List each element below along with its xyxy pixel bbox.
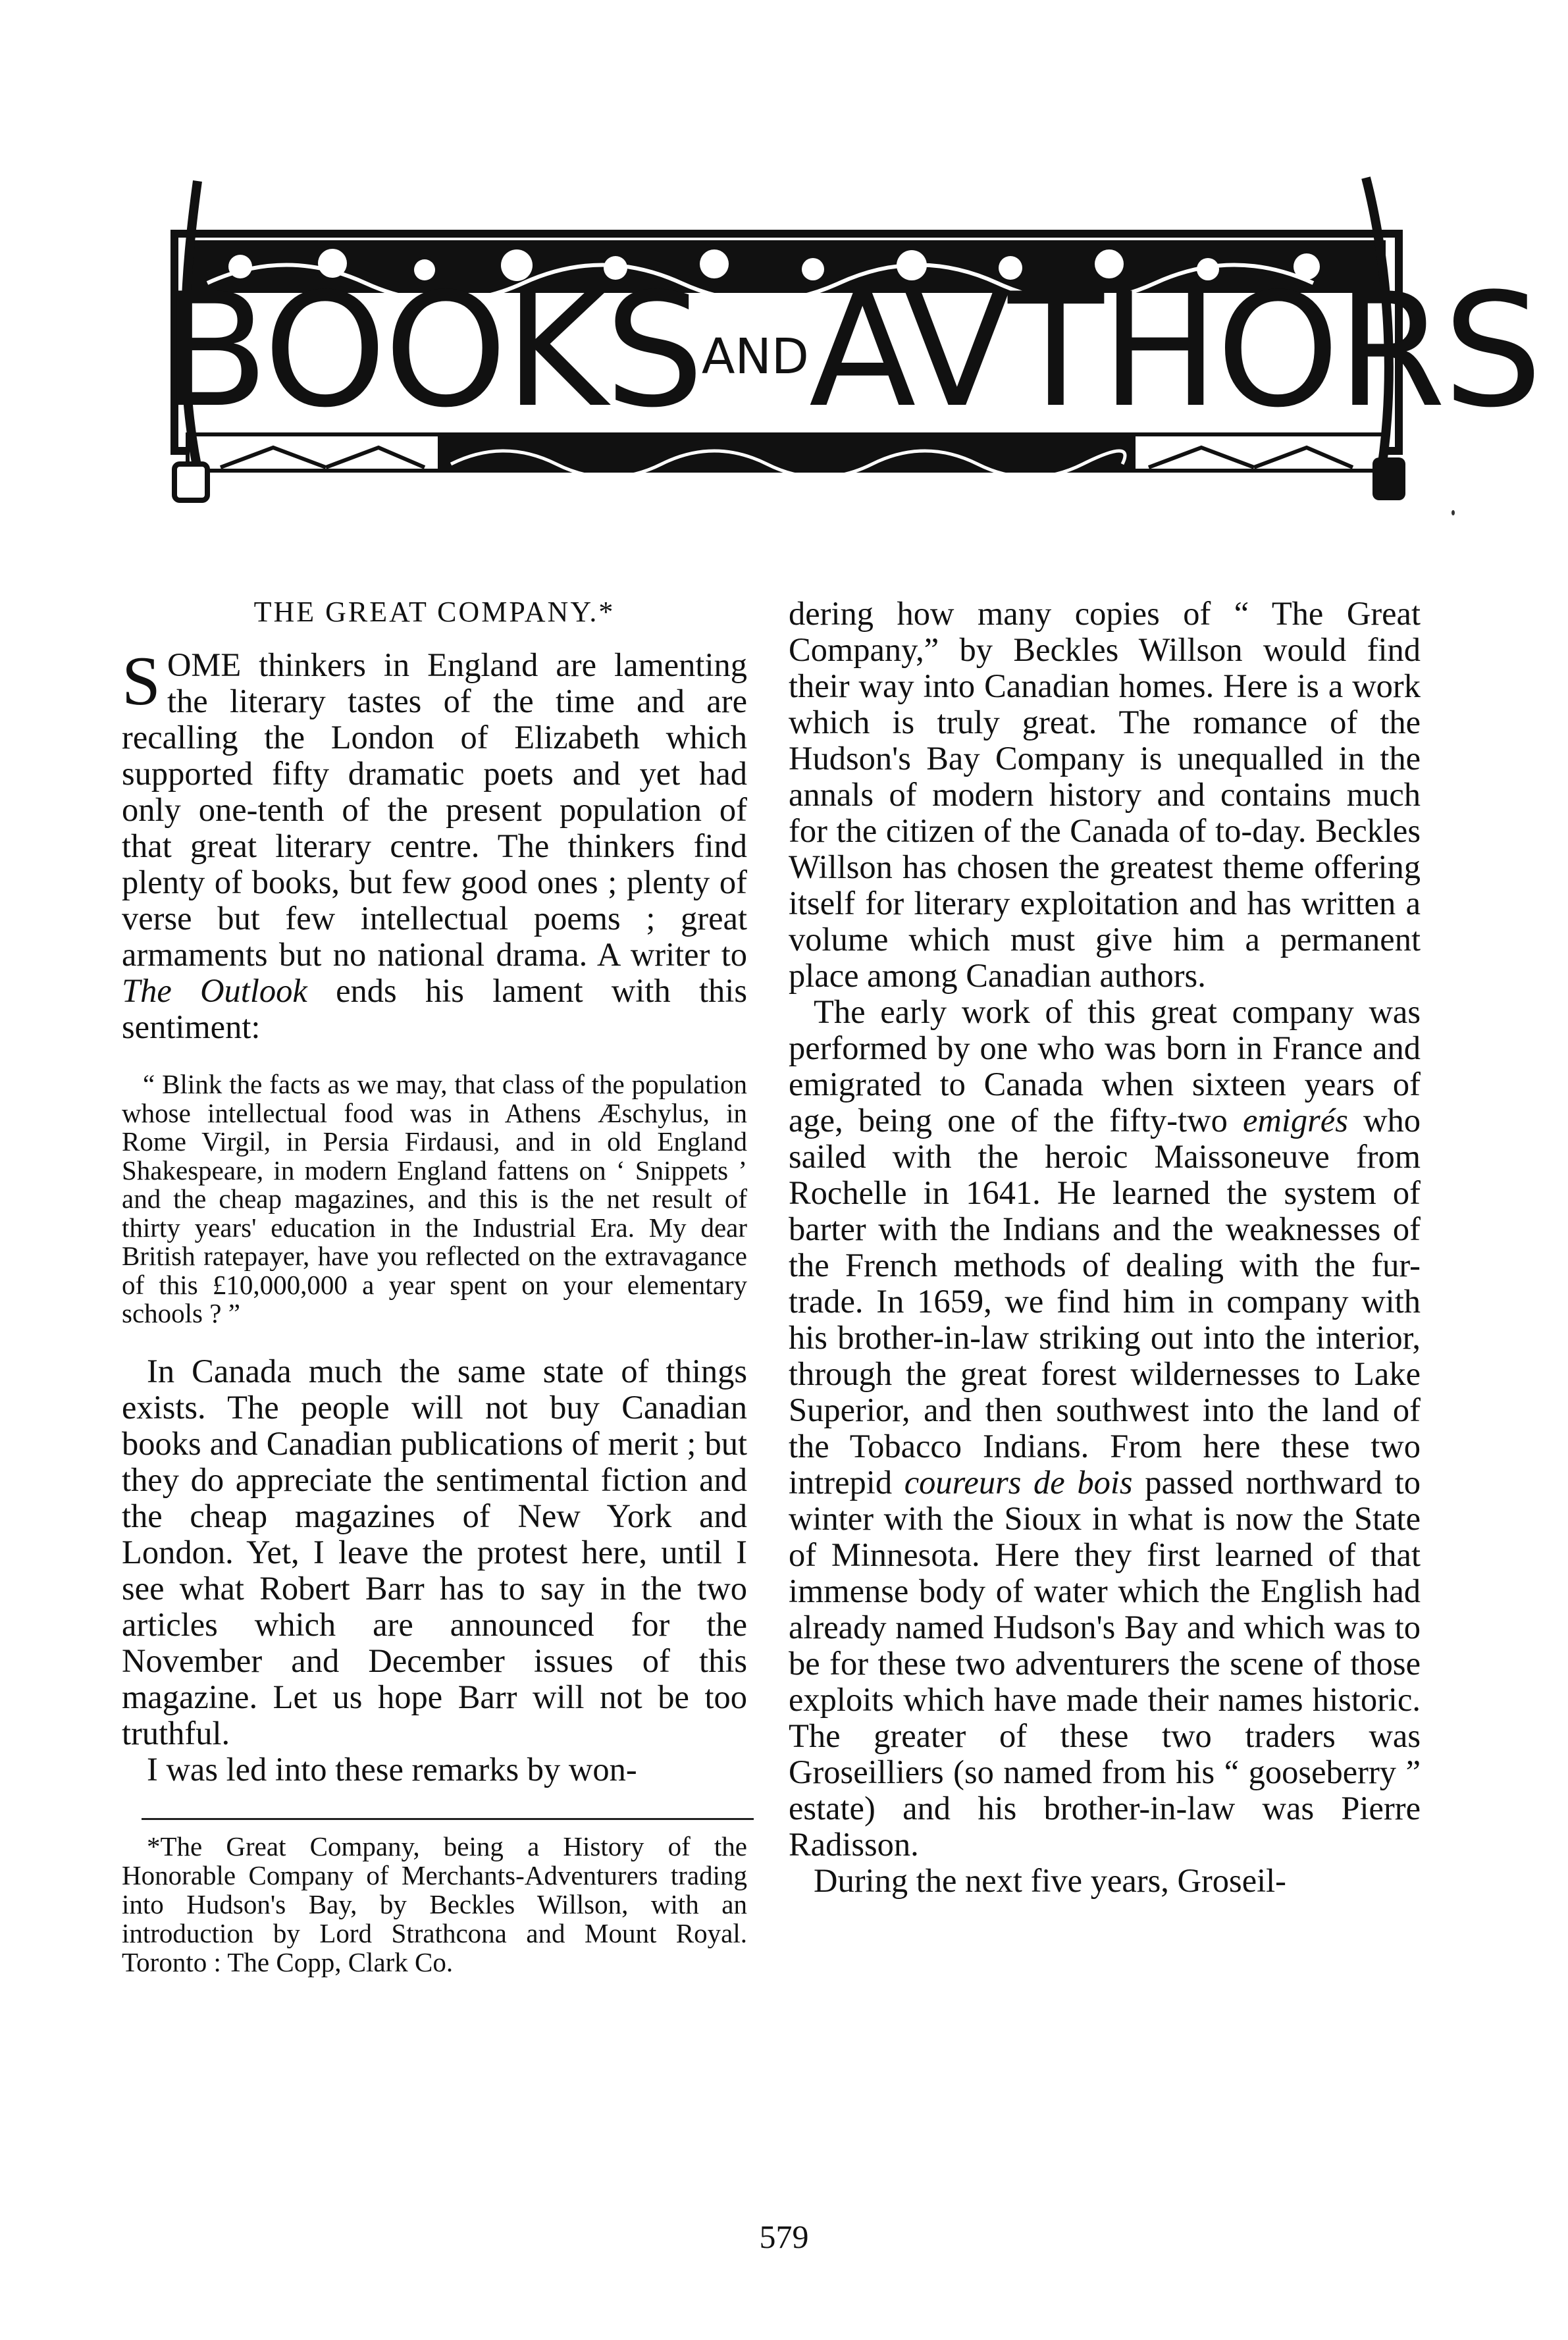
page-number: 579 <box>759 2218 809 2255</box>
left-column <box>122 596 747 1977</box>
paragraph-3: I was led into these remarks by won- <box>147 1750 637 1788</box>
masthead-banner <box>161 174 1540 517</box>
article-title: THE GREAT COMPANY.* <box>253 596 615 628</box>
footnote: *The Great Company, being a History of the Honorable Company of Merchants-Adventurers trading into Hudson's Bay, by Beckles Willson, with an introduction by Lord Strathcona and Mount Royal. Toronto : The Copp, Clark Co. <box>122 1831 747 1977</box>
right-column <box>789 596 1421 1899</box>
block-quote: “ Blink the facts as we may, that class of the population whose intellectual food was in Athens Æschylus, in Rome Virgil, in Persia Firdausi, and in old England Shakespeare, in modern England fattens on ‘ Snippets ’ and the cheap magazines, and this is the net result of thirty years' education in the Industrial Era. My dear British ratepayer, have you reflected on the extravagance of this £10,000,000 a year spent on your elementary schools ? ” <box>122 1069 747 1328</box>
paper-speck <box>1451 510 1455 515</box>
publication-name: The Outlook <box>122 972 307 1009</box>
paragraph-4: dering how many copies of “ The Great Company,” by Beckles Willson would find their way into Canadian homes. Here is a work which is truly great. The romance of the Hudson's Bay Company is unequalled in the annals of modern history and contains much for the citizen of the Canada of to-day. Beckles Willson has chosen the greatest theme offering itself for literary exploitation and has written a volume which must give him a permanent place among Canadian authors. <box>789 595 1421 994</box>
masthead-title: $BOOKS^{AND}AVTHORS$ <box>161 260 1540 442</box>
paragraph-6: During the next five years, Groseil- <box>814 1862 1286 1899</box>
paragraph-1: SOME thinkers in England are lamenting the literary tastes of the time and are recalling the London of Elizabeth which supported fifty dramatic poets and yet had only one-tenth of the present population of that great literary centre. The thinkers find plenty of books, but few good ones ; plenty of verse but few intellectual poems ; great armaments but no national drama. A writer to The Outlook ends his lament with this sentiment: <box>122 642 747 1045</box>
drop-cap: S <box>122 642 161 719</box>
paragraph-2: In Canada much the same state of things exists. The people will not buy Canadian books and Canadian publications of merit ; but they do appreciate the sentimental fiction and the cheap magazines of New York and London. Yet, I leave the protest here, until I see what Robert Barr has to say in the two articles which are announced for the November and December issues of this magazine. Let us hope Barr will not be too truthful. <box>122 1352 747 1752</box>
footnote-divider <box>142 1818 754 1820</box>
paragraph-5: The early work of this great company was performed by one who was born in France and emigrated to Canada when sixteen years of age, being one of the fifty-two emigrés who sailed with the heroic Maissoneuve from Rochelle in 1641. He learned the system of barter with the Indians and the weaknesses of the French methods of dealing with the fur-trade. In 1659, we find him in company with his brother-in-law striking out into the interior, through the great forest wildernesses to Lake Superior, and then southwest into the land of the Tobacco Indians. From here these two intrepid coureurs de bois passed northward to winter with the Sioux in what is now the State of Minnesota. Here they first learned of that immense body of water which the English had already named Hudson's Bay and which was to be for these two adventurers the scene of those exploits which have made their names historic. The greater of these two traders was Groseilliers (so named from his “ gooseberry ” estate) and his brother-in-law was Pierre Radisson. <box>789 993 1421 1863</box>
